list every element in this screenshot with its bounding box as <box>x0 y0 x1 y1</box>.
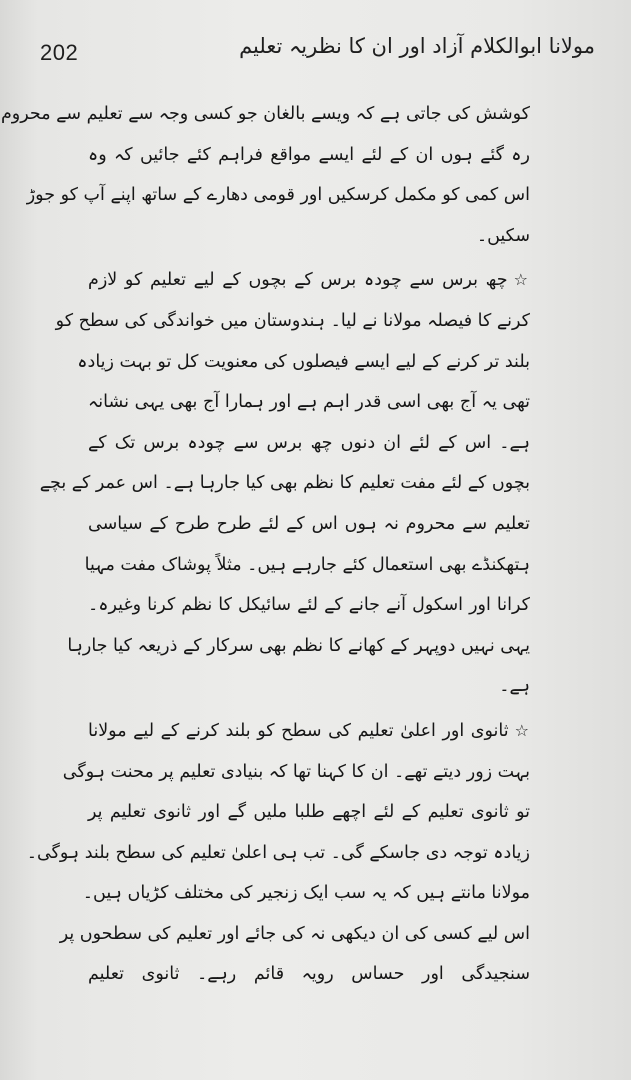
text-line: ہے۔ اس کے لئے ان دنوں چھ برس سے چودہ برس تک کے <box>88 432 530 453</box>
text-line: تھی یہ آج بھی اسی قدر اہم ہے اور ہمارا آج بھی یہی نشانہ <box>88 392 530 413</box>
page-number: 202 <box>40 40 79 65</box>
text-line-with-bullet <box>88 711 530 752</box>
star-bullet-icon: ☆ <box>514 720 530 740</box>
text-line: سنجیدگی اور حساس رویہ قائم رہے۔ ثانوی تعلیم <box>88 964 530 985</box>
text-line: کرنے کا فیصلہ مولانا نے لیا۔ ہندوستان میں خواندگی کی سطح کو <box>55 310 530 331</box>
text-line: یہی نہیں دوپہر کے کھانے کا نظم بھی سرکار کے ذریعہ کیا جارہا <box>67 635 530 656</box>
text-line: کرانا اور اسکول آنے جانے کے لئے سائیکل کا نظم کرنا وغیرہ۔ <box>88 595 530 616</box>
text-line: سکیں۔ <box>476 225 530 246</box>
paragraph-adult-education <box>0 94 530 256</box>
text-line: ہتھکنڈے بھی استعمال کئے جارہے ہیں۔ مثلاً پوشاک مفت مہیا <box>84 554 530 575</box>
text-line-with-bullet <box>88 260 530 301</box>
text-line: تعلیم سے محروم نہ ہوں اس کے لئے طرح طرح کے سیاسی <box>88 513 530 534</box>
text-line: بلند تر کرنے کے لیے ایسے فیصلوں کی معنویت کل تو بہت زیادہ <box>77 351 530 372</box>
text-line: کوشش کی جاتی ہے کہ ویسے بالغان جو کسی وجہ سے تعلیم سے محروم <box>0 104 530 124</box>
text-line-content: چھ برس سے چودہ برس کے بچوں کے لیے تعلیم کو لازم <box>88 270 508 291</box>
body-text <box>0 94 531 995</box>
text-line: بچوں کے لئے مفت تعلیم کا نظم بھی کیا جارہا ہے۔ اس عمر کے بچے <box>39 473 530 494</box>
text-line-content: ثانوی اور اعلیٰ تعلیم کی سطح کو بلند کرنے کے لیے مولانا <box>88 720 509 741</box>
star-bullet-icon: ☆ <box>513 270 531 290</box>
text-line: اس کمی کو مکمل کرسکیں اور قومی دھارے کے ساتھ اپنے آپ کو جوڑ <box>26 185 530 206</box>
text-line: اس لیے کسی کی ان دیکھی نہ کی جائے اور تعلیم کی سطحوں پر <box>59 923 530 944</box>
paragraph-compulsory-education <box>39 260 531 707</box>
text-line: بہت زور دیتے تھے۔ ان کا کہنا تھا کہ بنیادی تعلیم پر محنت ہوگی <box>62 761 530 782</box>
text-line: رہ گئے ہوں ان کے لئے ایسے مواقع فراہم کئے جائیں کہ وہ <box>88 144 530 165</box>
text-line: تو ثانوی تعلیم کے لئے اچھے طلبا ملیں گے اور ثانوی تعلیم پر <box>88 802 530 823</box>
page-header <box>30 34 601 78</box>
running-title: مولانا ابوالکلام آزاد اور ان کا نظریہ تعلیم <box>239 34 595 58</box>
text-line: مولانا مانتے ہیں کہ یہ سب ایک زنجیر کی مختلف کڑیاں ہیں۔ <box>82 883 530 904</box>
paragraph-secondary-higher-education <box>26 711 530 995</box>
text-line: زیادہ توجہ دی جاسکے گی۔ تب ہی اعلیٰ تعلیم کی سطح بلند ہوگی۔ <box>26 842 530 863</box>
text-line: ہے۔ <box>499 676 530 697</box>
